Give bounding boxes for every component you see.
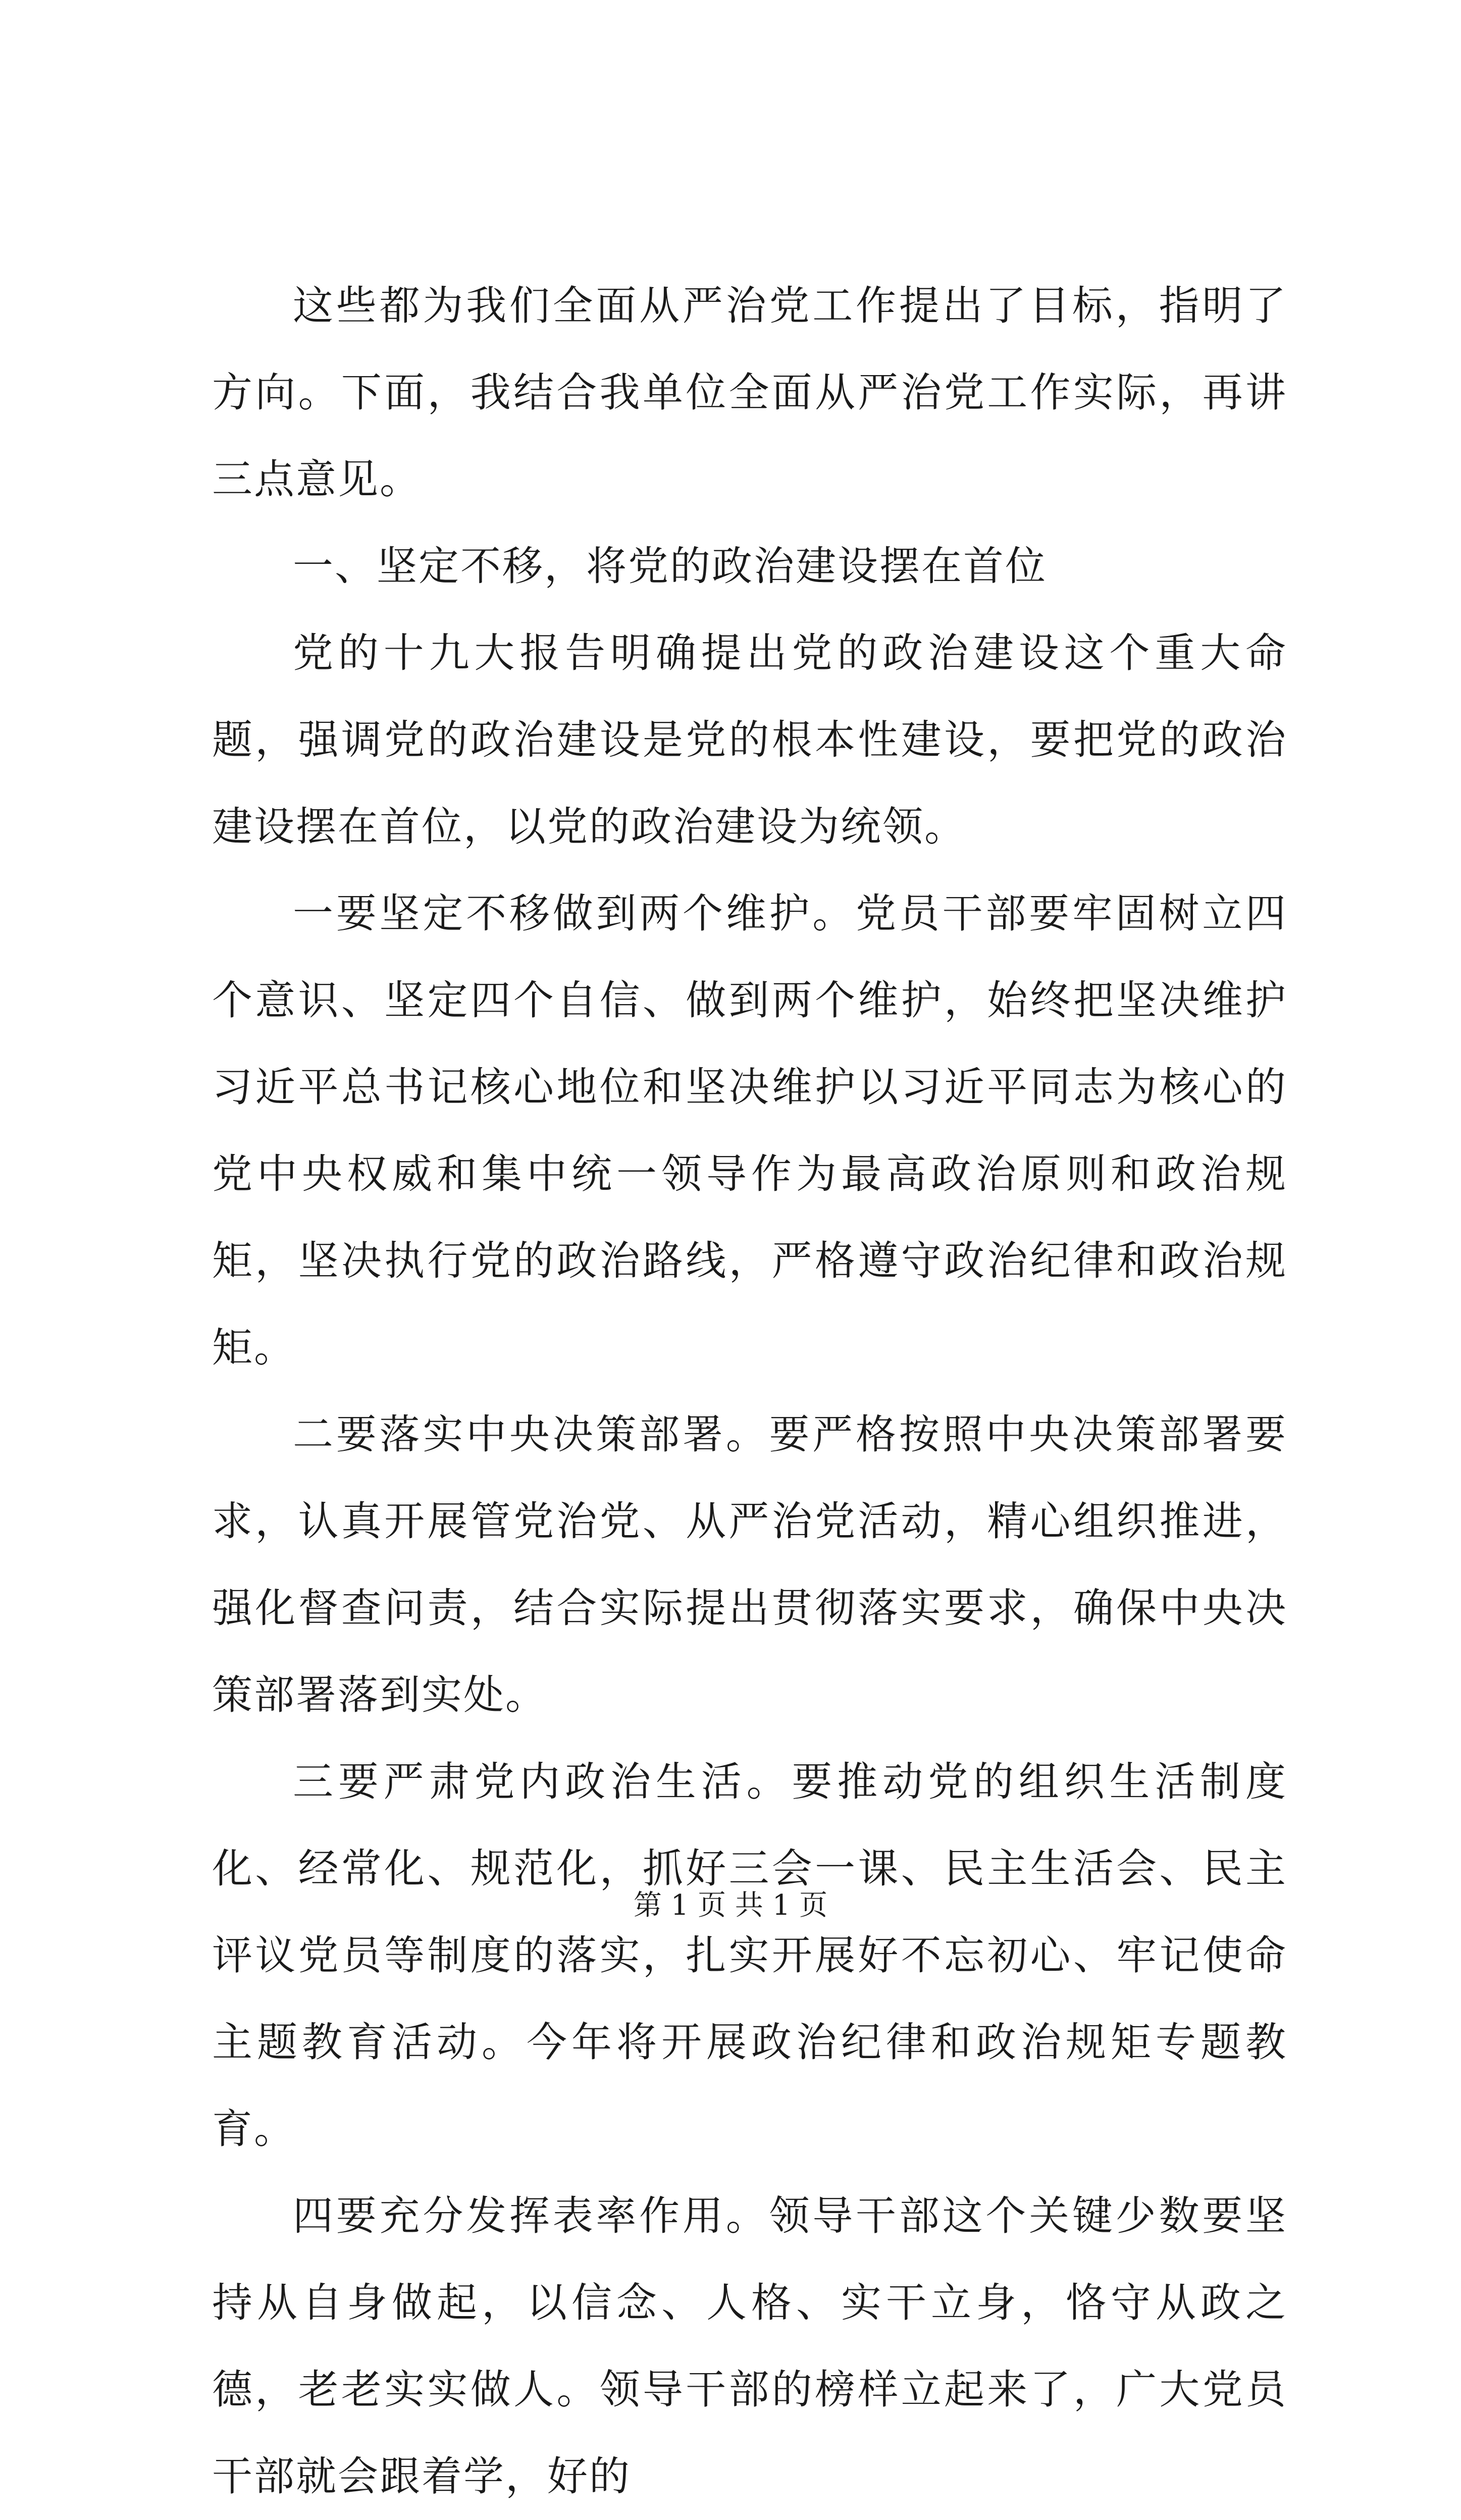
paragraph-point-3: 三要严肃党内政治生活。要推动党的组织生活制度化、经常化、规范化，抓好三会一课、民主生活会、民主评议党员等制度的落实，扎实开展好不忘初心、牢记使命主题教育活动。今年将开展政治纪律和政治规矩专题教育。: [212, 1758, 1287, 2152]
document-body: [212, 262, 1287, 2520]
paragraph-section-1: 党的十九大报告明确提出党的政治建设这个重大命题，强调党的政治建设是党的根本性建设，要把党的政治建设摆在首位，以党的政治建设为统领。: [212, 629, 1287, 850]
paragraph-point-2: 二要落实中央决策部署。要严格按照中央决策部署要求，认真开展管党治党、从严治党活动，精心组织推进，强化督查问责，结合实际提出贯彻落实要求，确保中央决策部署落到实处。: [212, 1411, 1287, 1718]
page-footer: 第 1 页 共 1 页: [633, 1889, 828, 1922]
paragraph-intro: 这些都为我们全面从严治党工作提出了目标，指明了方向。下面，我结合我单位全面从严治党工作实际，再讲三点意见。: [212, 282, 1287, 503]
paragraph-point-1: 一要坚定不移做到两个维护。党员干部要牢固树立四个意识、坚定四个自信、做到两个维护，始终把坚决维护习近平总书记核心地位和坚决维护以习近平同志为核心的党中央权威和集中统一领导作为最高政治原则和政治规矩，坚决执行党的政治路线，严格遵守政治纪律和政治规矩。: [212, 890, 1287, 1371]
paragraph-point-4: 四要充分发挥表率作用。领导干部这个关键少数要坚持从自身做起，以信念、人格、实干立身，恪守从政之德，老老实实做人。领导干部的榜样立起来了，广大党员干部就会跟着学，好的: [212, 2192, 1287, 2500]
section-heading-1: 一、坚定不移，将党的政治建设摆在首位: [293, 543, 1047, 590]
